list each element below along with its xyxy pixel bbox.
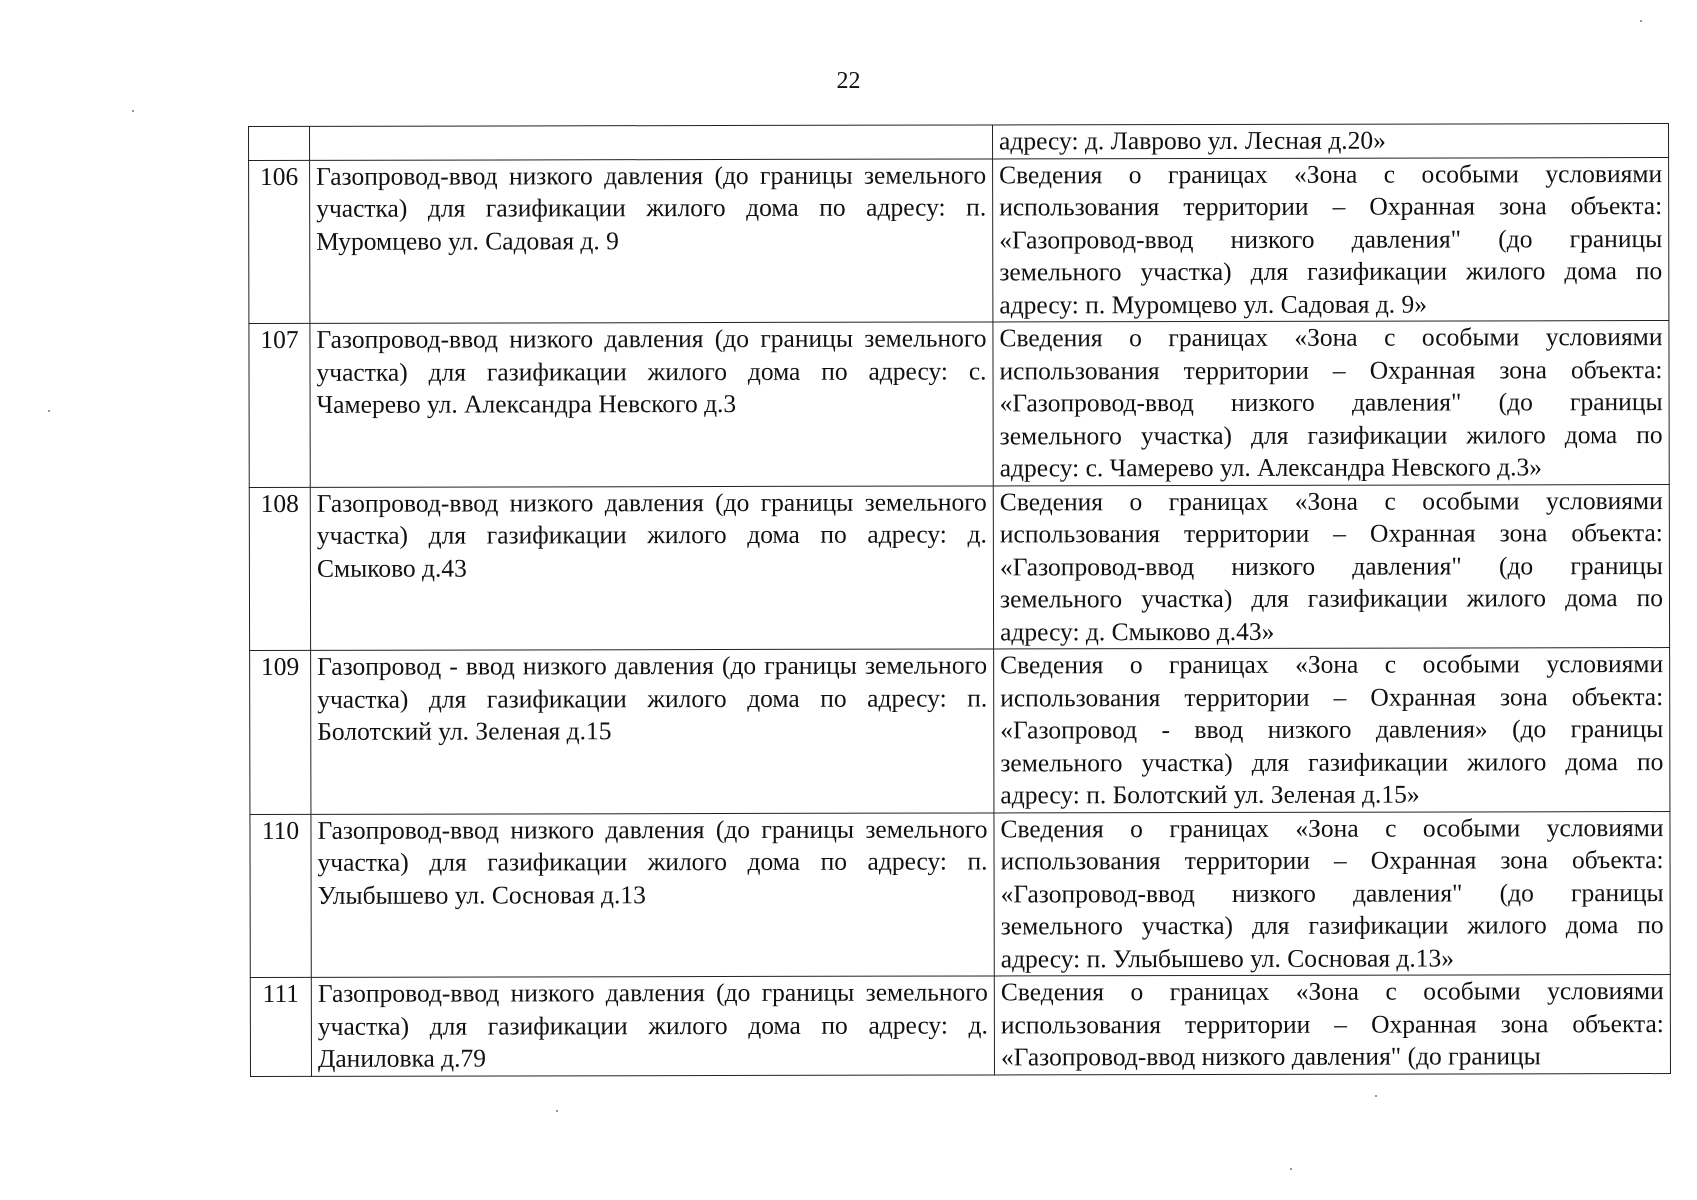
row-number: 106 xyxy=(249,160,310,324)
zone-info-cell: Сведения о границах «Зона с особыми условиями использования территории – Охранная зона объекта: «Газопровод-ввод низкого давления" (до границы земельного участка) для газификации жилого дома по адресу: п. Улыбышево ул. Сосновая д.13» xyxy=(994,811,1670,976)
row-number: 107 xyxy=(249,323,310,487)
page-number: 22 xyxy=(836,68,861,94)
row-number: 108 xyxy=(249,487,310,651)
scan-speck xyxy=(1290,1168,1292,1170)
object-cell: Газопровод-ввод низкого давления (до границы земельного участка) для газификации жилого дома по адресу: п. Улыбышево ул. Сосновая д.13 xyxy=(311,812,994,977)
row-number: 111 xyxy=(250,977,311,1076)
scan-speck xyxy=(1640,20,1642,22)
object-cell: Газопровод-ввод низкого давления (до границы земельного участка) для газификации жилого дома по адресу: п. Муромцево ул. Садовая д. 9 xyxy=(310,158,993,323)
table-row xyxy=(250,811,1670,977)
row-number xyxy=(249,126,310,160)
scan-speck xyxy=(132,110,134,112)
zone-info-cell: Сведения о границах «Зона с особыми условиями использования территории – Охранная зона объекта: «Газопровод - ввод низкого давления» (до границы земельного участка) для газификации жилого дома по адресу: п. Болотский ул. Зеленая д.15» xyxy=(994,648,1670,813)
zone-info-cell: Сведения о границах «Зона с особыми условиями использования территории – Охранная зона объекта: «Газопровод-ввод низкого давления" (до границы xyxy=(994,975,1670,1075)
object-cell: Газопровод - ввод низкого давления (до границы земельного участка) для газификации жилого дома по адресу: п. Болотский ул. Зеленая д.15 xyxy=(311,649,994,814)
table-row-continued xyxy=(249,124,1669,160)
object-cell: Газопровод-ввод низкого давления (до границы земельного участка) для газификации жилого дома по адресу: д. Даниловка д.79 xyxy=(311,976,994,1076)
zone-info-cell: Сведения о границах «Зона с особыми условиями использования территории – Охранная зона объекта: «Газопровод-ввод низкого давления" (до границы земельного участка) для газификации жилого дома по адресу: с. Чамерево ул. Александра Невского д.3» xyxy=(993,321,1669,486)
table-row xyxy=(249,157,1669,323)
row-number: 110 xyxy=(250,814,311,978)
table-row xyxy=(249,321,1669,487)
zones-table xyxy=(248,123,1671,1076)
table-row xyxy=(250,648,1670,814)
zone-info-cell: адресу: д. Лаврово ул. Лесная д.20» xyxy=(992,124,1668,159)
scan-speck xyxy=(556,1110,558,1112)
row-number: 109 xyxy=(250,650,311,814)
table-row xyxy=(249,484,1669,650)
scan-speck xyxy=(1375,1095,1377,1097)
zone-info-cell: Сведения о границах «Зона с особыми условиями использования территории – Охранная зона объекта: «Газопровод-ввод низкого давления" (до границы земельного участка) для газификации жилого дома по адресу: п. Муромцево ул. Садовая д. 9» xyxy=(993,157,1669,322)
zone-info-cell: Сведения о границах «Зона с особыми условиями использования территории – Охранная зона объекта: «Газопровод-ввод низкого давления" (до границы земельного участка) для газификации жилого дома по адресу: д. Смыково д.43» xyxy=(993,484,1669,649)
object-cell: Газопровод-ввод низкого давления (до границы земельного участка) для газификации жилого дома по адресу: д. Смыково д.43 xyxy=(310,485,993,650)
object-cell xyxy=(310,125,993,160)
object-cell: Газопровод-ввод низкого давления (до границы земельного участка) для газификации жилого дома по адресу: с. Чамерево ул. Александра Невского д.3 xyxy=(310,322,993,487)
scan-speck xyxy=(48,410,50,412)
table-row xyxy=(250,975,1670,1076)
